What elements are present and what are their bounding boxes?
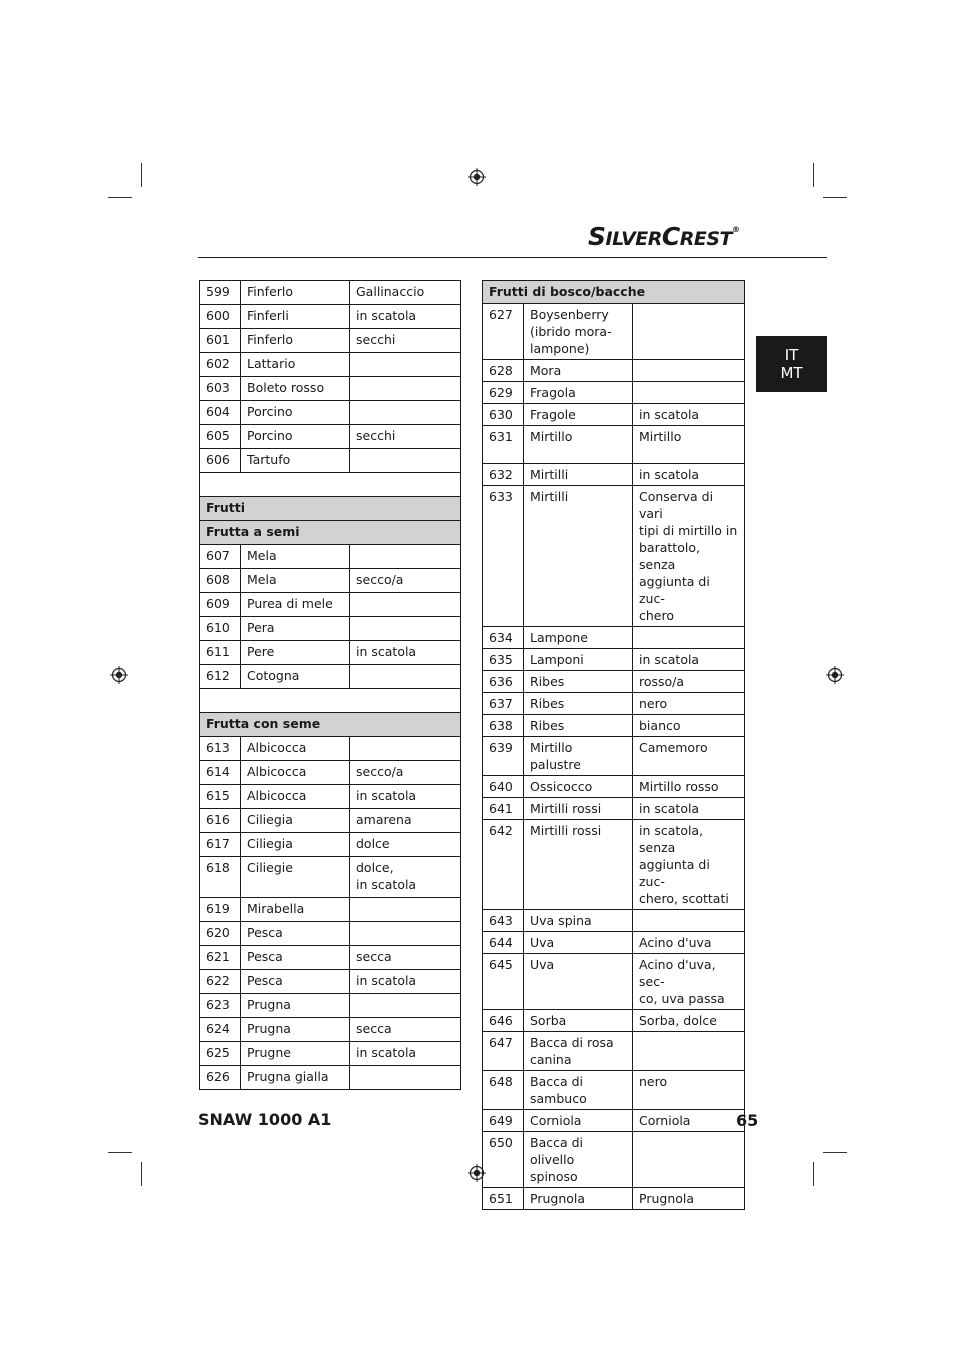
crop-mark <box>141 163 142 187</box>
entry-number: 651 <box>483 1188 524 1210</box>
food-detail: in scatola <box>633 649 745 671</box>
food-name: Mora <box>524 360 633 382</box>
food-detail <box>633 360 745 382</box>
food-name: Uva <box>524 954 633 1010</box>
food-detail: Mirtillo rosso <box>633 776 745 798</box>
spacer-row <box>200 473 461 497</box>
food-name: Ciliegia <box>241 809 350 833</box>
table-row <box>483 820 745 910</box>
table-row <box>200 281 461 305</box>
table-row <box>200 922 461 946</box>
food-detail: in scatola <box>350 305 461 329</box>
food-name: Ossicocco <box>524 776 633 798</box>
food-name: Mirtillo <box>524 426 633 464</box>
food-detail: secca <box>350 946 461 970</box>
food-detail: in scatola <box>350 1042 461 1066</box>
food-name: Ciliegia <box>241 833 350 857</box>
food-name: Albicocca <box>241 737 350 761</box>
food-detail: Acino d'uva <box>633 932 745 954</box>
table-row <box>483 1010 745 1032</box>
entry-number: 641 <box>483 798 524 820</box>
crop-mark <box>823 197 847 198</box>
table-row <box>200 1066 461 1090</box>
food-name: Prugna <box>241 1018 350 1042</box>
entry-number: 608 <box>200 569 241 593</box>
food-name: Pesca <box>241 946 350 970</box>
entry-number: 618 <box>200 857 241 898</box>
food-name: Uva <box>524 932 633 954</box>
food-name: Mirtillo palustre <box>524 737 633 776</box>
food-detail: nero <box>633 1071 745 1110</box>
food-name: Bacca di rosa canina <box>524 1032 633 1071</box>
table-row <box>200 946 461 970</box>
crop-mark <box>108 1152 132 1153</box>
table-row <box>200 898 461 922</box>
entry-number: 606 <box>200 449 241 473</box>
registration-mark-icon <box>826 666 844 684</box>
entry-number: 610 <box>200 617 241 641</box>
entry-number: 616 <box>200 809 241 833</box>
entry-number: 637 <box>483 693 524 715</box>
entry-number: 604 <box>200 401 241 425</box>
table-row <box>200 1042 461 1066</box>
table-row <box>200 737 461 761</box>
food-detail: secchi <box>350 425 461 449</box>
entry-number: 648 <box>483 1071 524 1110</box>
food-detail <box>350 401 461 425</box>
section-header: Frutti <box>200 497 461 521</box>
food-name: Prugnola <box>524 1188 633 1210</box>
table-row <box>483 932 745 954</box>
food-detail: Corniola <box>633 1110 745 1132</box>
food-name: Fragole <box>524 404 633 426</box>
table-row <box>200 401 461 425</box>
registration-mark-icon <box>468 168 486 186</box>
table-row <box>200 641 461 665</box>
entry-number: 627 <box>483 304 524 360</box>
food-detail <box>350 377 461 401</box>
table-row <box>200 994 461 1018</box>
food-name: Prugne <box>241 1042 350 1066</box>
food-name: Cotogna <box>241 665 350 689</box>
entry-number: 611 <box>200 641 241 665</box>
spacer-cell <box>200 689 461 713</box>
entry-number: 633 <box>483 486 524 627</box>
table-row <box>483 304 745 360</box>
table-row <box>483 627 745 649</box>
food-detail: nero <box>633 693 745 715</box>
food-name: Mirabella <box>241 898 350 922</box>
entry-number: 625 <box>200 1042 241 1066</box>
food-detail <box>350 617 461 641</box>
food-detail <box>350 994 461 1018</box>
table-row <box>483 737 745 776</box>
table-row <box>200 377 461 401</box>
food-detail: dolce, in scatola <box>350 857 461 898</box>
entry-number: 632 <box>483 464 524 486</box>
section-header-row <box>483 281 745 304</box>
table-row <box>483 1188 745 1210</box>
entry-number: 613 <box>200 737 241 761</box>
food-name: Mirtilli rossi <box>524 798 633 820</box>
food-detail <box>350 545 461 569</box>
food-detail: secco/a <box>350 761 461 785</box>
food-detail: in scatola, senza aggiunta di zuc- chero, scottati <box>633 820 745 910</box>
crop-mark <box>823 1152 847 1153</box>
food-name: Pesca <box>241 970 350 994</box>
table-row <box>483 693 745 715</box>
section-header: Frutta con seme <box>200 713 461 737</box>
food-name: Ribes <box>524 693 633 715</box>
section-header-row <box>200 497 461 521</box>
table-row <box>483 1071 745 1110</box>
entry-number: 599 <box>200 281 241 305</box>
food-name: Albicocca <box>241 785 350 809</box>
food-detail <box>633 910 745 932</box>
table-row <box>483 715 745 737</box>
entry-number: 644 <box>483 932 524 954</box>
food-detail: Conserva di vari tipi di mirtillo in barattolo, senza aggiunta di zuc- chero <box>633 486 745 627</box>
entry-number: 631 <box>483 426 524 464</box>
food-detail <box>350 449 461 473</box>
entry-number: 639 <box>483 737 524 776</box>
food-name: Mela <box>241 545 350 569</box>
entry-number: 628 <box>483 360 524 382</box>
food-detail <box>633 627 745 649</box>
table-row <box>483 426 745 464</box>
table-row <box>483 910 745 932</box>
entry-number: 640 <box>483 776 524 798</box>
food-detail <box>350 922 461 946</box>
entry-number: 615 <box>200 785 241 809</box>
food-detail: Camemoro <box>633 737 745 776</box>
food-name: Albicocca <box>241 761 350 785</box>
food-detail <box>633 1132 745 1188</box>
table-row <box>200 785 461 809</box>
food-detail <box>633 1032 745 1071</box>
entry-number: 649 <box>483 1110 524 1132</box>
entry-number: 647 <box>483 1032 524 1071</box>
entry-number: 642 <box>483 820 524 910</box>
food-name: Mirtilli <box>524 464 633 486</box>
food-detail: Acino d'uva, sec- co, uva passa <box>633 954 745 1010</box>
table-row <box>200 569 461 593</box>
food-name: Ribes <box>524 671 633 693</box>
food-name: Porcino <box>241 425 350 449</box>
food-name: Fragola <box>524 382 633 404</box>
entry-number: 622 <box>200 970 241 994</box>
food-detail: Mirtillo <box>633 426 745 464</box>
entry-number: 626 <box>200 1066 241 1090</box>
entry-number: 603 <box>200 377 241 401</box>
table-row <box>200 329 461 353</box>
food-detail: amarena <box>350 809 461 833</box>
table-row <box>483 1110 745 1132</box>
table-row <box>483 954 745 1010</box>
food-name: Finferli <box>241 305 350 329</box>
food-name: Porcino <box>241 401 350 425</box>
crop-mark <box>141 1162 142 1186</box>
food-detail: Gallinaccio <box>350 281 461 305</box>
table-row <box>483 486 745 627</box>
food-detail <box>350 665 461 689</box>
entry-number: 601 <box>200 329 241 353</box>
table-row <box>483 776 745 798</box>
food-name: Finferlo <box>241 329 350 353</box>
section-header: Frutta a semi <box>200 521 461 545</box>
entry-number: 612 <box>200 665 241 689</box>
food-detail: in scatola <box>633 798 745 820</box>
food-name: Prugna <box>241 994 350 1018</box>
food-detail: in scatola <box>633 464 745 486</box>
table-row <box>200 857 461 898</box>
table-row <box>483 798 745 820</box>
table-row <box>200 305 461 329</box>
table-row <box>200 545 461 569</box>
food-detail <box>350 1066 461 1090</box>
spacer-cell <box>200 473 461 497</box>
entry-number: 629 <box>483 382 524 404</box>
table-row <box>200 617 461 641</box>
food-name: Bacca di sambuco <box>524 1071 633 1110</box>
entry-number: 634 <box>483 627 524 649</box>
entry-number: 609 <box>200 593 241 617</box>
food-name: Pera <box>241 617 350 641</box>
entry-number: 614 <box>200 761 241 785</box>
table-row <box>483 671 745 693</box>
food-detail <box>350 353 461 377</box>
food-name: Lamponi <box>524 649 633 671</box>
food-detail: Prugnola <box>633 1188 745 1210</box>
food-detail: rosso/a <box>633 671 745 693</box>
entry-number: 636 <box>483 671 524 693</box>
entry-number: 630 <box>483 404 524 426</box>
header-rule <box>198 257 827 258</box>
food-detail: in scatola <box>350 641 461 665</box>
food-name: Corniola <box>524 1110 633 1132</box>
table-row <box>200 425 461 449</box>
table-row <box>483 1132 745 1188</box>
food-detail: in scatola <box>350 970 461 994</box>
food-name: Mirtilli rossi <box>524 820 633 910</box>
language-tab: IT MT <box>756 336 827 392</box>
entry-number: 605 <box>200 425 241 449</box>
table-row <box>483 464 745 486</box>
table-row <box>483 382 745 404</box>
food-name: Ciliegie <box>241 857 350 898</box>
food-detail: in scatola <box>633 404 745 426</box>
food-name: Lampone <box>524 627 633 649</box>
section-header-row <box>200 713 461 737</box>
food-detail: secchi <box>350 329 461 353</box>
food-name: Pere <box>241 641 350 665</box>
table-row <box>200 1018 461 1042</box>
table-row <box>483 404 745 426</box>
entry-number: 607 <box>200 545 241 569</box>
food-detail: Sorba, dolce <box>633 1010 745 1032</box>
food-detail <box>350 898 461 922</box>
food-detail <box>633 382 745 404</box>
entry-number: 623 <box>200 994 241 1018</box>
food-name: Pesca <box>241 922 350 946</box>
registration-mark-icon <box>110 666 128 684</box>
food-name: Ribes <box>524 715 633 737</box>
entry-number: 646 <box>483 1010 524 1032</box>
food-detail <box>350 737 461 761</box>
entry-number: 624 <box>200 1018 241 1042</box>
food-detail: in scatola <box>350 785 461 809</box>
food-detail: dolce <box>350 833 461 857</box>
table-row <box>483 649 745 671</box>
section-header-row <box>200 521 461 545</box>
food-name: Bacca di olivello spinoso <box>524 1132 633 1188</box>
table-row <box>200 593 461 617</box>
entry-number: 638 <box>483 715 524 737</box>
entry-number: 621 <box>200 946 241 970</box>
crop-mark <box>108 197 132 198</box>
table-row <box>200 761 461 785</box>
food-name: Finferlo <box>241 281 350 305</box>
table-row <box>200 809 461 833</box>
section-header: Frutti di bosco/bacche <box>483 281 745 304</box>
table-row <box>483 1032 745 1071</box>
page-number: 65 <box>736 1111 759 1130</box>
crop-mark <box>813 163 814 187</box>
model-number: SNAW 1000 A1 <box>198 1110 332 1129</box>
silvercrest-logo: SILVERCREST® <box>588 222 740 251</box>
entry-number: 600 <box>200 305 241 329</box>
table-row <box>200 833 461 857</box>
food-name: Tartufo <box>241 449 350 473</box>
food-name: Mirtilli <box>524 486 633 627</box>
entry-number: 619 <box>200 898 241 922</box>
food-detail: bianco <box>633 715 745 737</box>
spacer-row <box>200 689 461 713</box>
food-detail: secco/a <box>350 569 461 593</box>
table-row <box>200 665 461 689</box>
entry-number: 602 <box>200 353 241 377</box>
food-name: Sorba <box>524 1010 633 1032</box>
table-row <box>200 353 461 377</box>
food-name: Uva spina <box>524 910 633 932</box>
food-detail: secca <box>350 1018 461 1042</box>
food-detail <box>633 304 745 360</box>
food-name: Purea di mele <box>241 593 350 617</box>
food-name: Boysenberry (ibrido mora- lampone) <box>524 304 633 360</box>
table-row <box>200 970 461 994</box>
table-row <box>200 449 461 473</box>
entry-number: 643 <box>483 910 524 932</box>
food-name: Mela <box>241 569 350 593</box>
entry-number: 650 <box>483 1132 524 1188</box>
entry-number: 635 <box>483 649 524 671</box>
entry-number: 645 <box>483 954 524 1010</box>
entry-number: 620 <box>200 922 241 946</box>
right-table <box>482 280 745 1210</box>
left-table <box>199 280 461 1090</box>
food-detail <box>350 593 461 617</box>
food-name: Lattario <box>241 353 350 377</box>
food-name: Boleto rosso <box>241 377 350 401</box>
crop-mark <box>813 1162 814 1186</box>
food-name: Prugna gialla <box>241 1066 350 1090</box>
entry-number: 617 <box>200 833 241 857</box>
table-row <box>483 360 745 382</box>
